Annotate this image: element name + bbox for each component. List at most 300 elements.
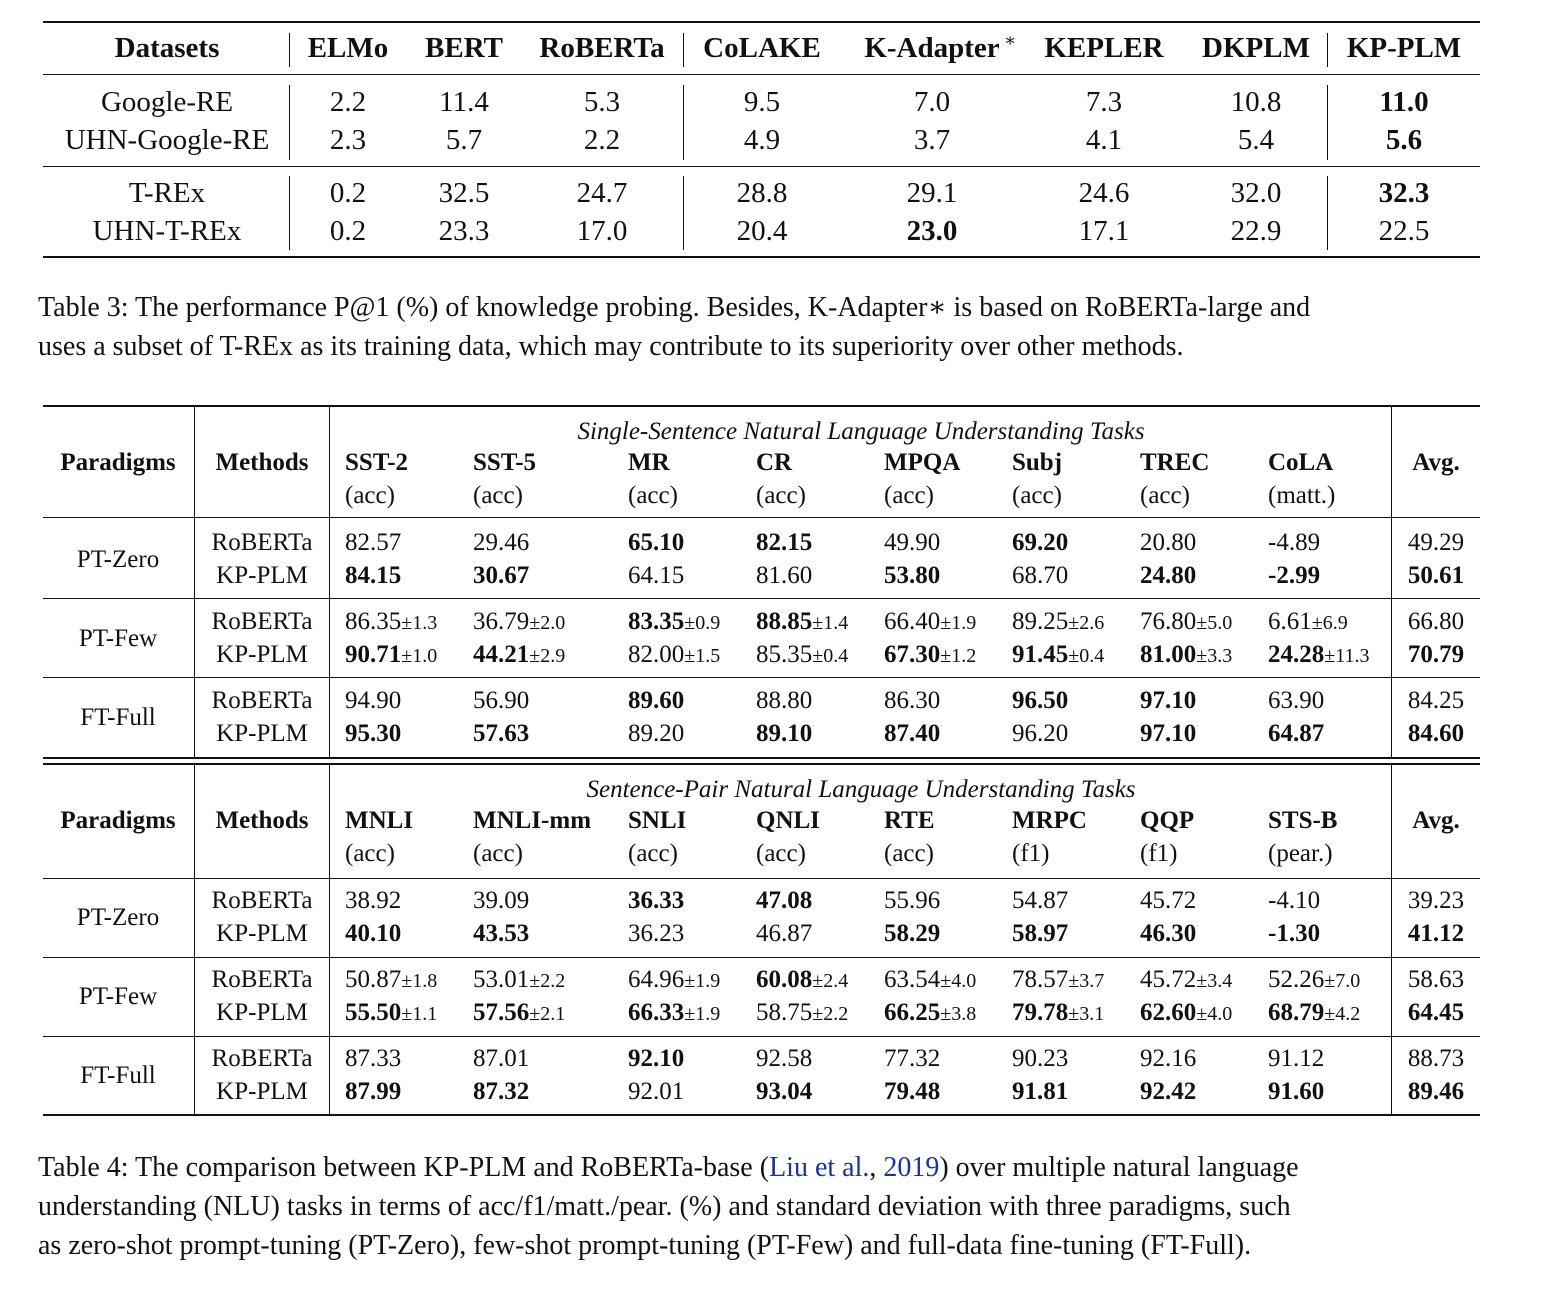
table3-header-6: KEPLER — [1044, 32, 1164, 64]
score-value: 88.85 — [756, 608, 813, 635]
score-cell — [345, 721, 401, 746]
score-value: 66.33 — [628, 999, 685, 1026]
caption-text: Table 4: The comparison between KP-PLM and RoBERTa-base ( — [38, 1152, 770, 1183]
std-dev: ±1.3 — [401, 612, 438, 634]
table4-caption — [38, 1148, 1490, 1265]
table3-caption-line: Table 3: The performance P@1 (%) of knowledge probing. Besides, K-Adapter∗ is based on RoBERTa-large and — [38, 292, 1311, 323]
method-label: RoBERTa — [211, 1045, 313, 1072]
table3-vline — [683, 33, 684, 67]
score-cell — [1140, 721, 1196, 746]
table3-value: 5.4 — [1237, 124, 1275, 156]
score-value: 87.01 — [473, 1045, 530, 1072]
score-cell — [473, 888, 529, 913]
std-dev: ±2.1 — [529, 1003, 566, 1025]
score-cell — [473, 530, 529, 555]
method-label: KP-PLM — [216, 562, 308, 589]
methods-header: Methods — [215, 807, 309, 834]
score-value: 69.20 — [1012, 529, 1069, 556]
score-value: 87.32 — [473, 1078, 530, 1105]
std-dev: ±1.4 — [812, 612, 849, 634]
metric-label: (acc) — [345, 840, 395, 867]
task-header: MPQA — [884, 449, 961, 476]
std-dev: ±3.3 — [1196, 645, 1233, 667]
metric-label: (f1) — [1012, 840, 1050, 867]
score-value: 36.23 — [628, 920, 685, 947]
score-value: 96.50 — [1012, 687, 1069, 714]
score-value: 62.60 — [1140, 999, 1197, 1026]
task-header: QQP — [1140, 807, 1195, 834]
table4-rule — [43, 517, 1480, 518]
score-value: 87.99 — [345, 1078, 402, 1105]
table4-vline — [329, 407, 330, 757]
score-cell — [1268, 642, 1369, 667]
score-cell — [756, 921, 812, 946]
score-cell — [1140, 642, 1232, 667]
score-value: 97.10 — [1140, 687, 1197, 714]
score-cell — [628, 1079, 684, 1104]
score-value: 36.79 — [473, 608, 530, 635]
score-cell — [628, 1046, 684, 1071]
score-value: 55.50 — [345, 999, 402, 1026]
score-cell — [628, 967, 720, 992]
score-value: 85.35 — [756, 641, 813, 668]
metric-label: (acc) — [473, 840, 523, 867]
score-value: 89.10 — [756, 720, 813, 747]
score-cell — [628, 1000, 720, 1025]
score-cell — [628, 888, 684, 913]
score-value: 89.60 — [628, 687, 685, 714]
dataset-name: UHN-Google-RE — [64, 124, 270, 156]
table3-value: 22.9 — [1230, 215, 1282, 247]
std-dev: ±3.1 — [1068, 1003, 1105, 1025]
table3-header-rule — [43, 74, 1480, 75]
score-cell — [884, 888, 940, 913]
std-dev: ±0.4 — [812, 645, 849, 667]
score-value: 46.87 — [756, 920, 813, 947]
score-cell — [345, 642, 437, 667]
score-value: 84.15 — [345, 562, 402, 589]
score-cell — [756, 1046, 812, 1071]
score-value: 65.10 — [628, 529, 685, 556]
citation-link-author[interactable]: Liu et al. — [769, 1152, 870, 1183]
score-value: 44.21 — [473, 641, 530, 668]
std-dev: ±3.4 — [1196, 970, 1233, 992]
score-value: 89.20 — [628, 720, 685, 747]
avg-value: 64.45 — [1407, 999, 1465, 1026]
score-cell — [1012, 1000, 1104, 1025]
score-cell — [884, 1046, 940, 1071]
score-value: -2.99 — [1268, 562, 1321, 589]
asterisk-mark: ∗ — [1004, 30, 1017, 50]
score-value: 58.29 — [884, 920, 941, 947]
score-cell — [1268, 609, 1348, 634]
score-value: 53.80 — [884, 562, 941, 589]
score-cell — [473, 642, 565, 667]
score-value: 38.92 — [345, 887, 402, 914]
score-value: 47.08 — [756, 887, 813, 914]
score-cell — [473, 1000, 565, 1025]
score-cell — [1012, 967, 1104, 992]
score-cell — [345, 921, 401, 946]
score-cell — [1268, 530, 1320, 555]
table4-vline — [194, 765, 195, 1114]
metric-label: (acc) — [756, 482, 806, 509]
task-header: QNLI — [756, 807, 820, 834]
task-header: MRPC — [1012, 807, 1087, 834]
score-value: 36.33 — [628, 887, 685, 914]
score-value: 30.67 — [473, 562, 530, 589]
table3-header-1: ELMo — [307, 32, 389, 64]
score-cell — [1012, 609, 1104, 634]
score-cell — [756, 688, 812, 713]
avg-value: 89.46 — [1407, 1078, 1465, 1105]
method-label: KP-PLM — [216, 720, 308, 747]
score-cell — [1140, 1046, 1196, 1071]
table4-caption-line-1 — [38, 1148, 1490, 1187]
score-cell — [1012, 1079, 1068, 1104]
score-value: 40.10 — [345, 920, 402, 947]
score-cell — [345, 1046, 401, 1071]
score-value: 20.80 — [1140, 529, 1197, 556]
score-value: 6.61 — [1268, 608, 1312, 635]
score-value: 86.35 — [345, 608, 402, 635]
table3-caption — [38, 288, 1490, 366]
score-cell — [756, 888, 812, 913]
std-dev: ±1.9 — [684, 1003, 721, 1025]
metric-label: (pear.) — [1268, 840, 1333, 867]
score-value: 82.57 — [345, 529, 402, 556]
std-dev: ±2.2 — [812, 1003, 849, 1025]
score-cell — [473, 609, 565, 634]
table3-value: 17.0 — [576, 215, 628, 247]
score-value: 92.01 — [628, 1078, 685, 1105]
score-value: 55.96 — [884, 887, 941, 914]
paradigms-header: Paradigms — [60, 807, 176, 834]
score-value: 53.01 — [473, 966, 530, 993]
method-label: KP-PLM — [216, 920, 308, 947]
table3-value: 23.3 — [438, 215, 490, 247]
method-label: RoBERTa — [211, 529, 313, 556]
metric-label: (acc) — [756, 840, 806, 867]
task-header: SST-5 — [473, 449, 537, 476]
score-cell — [345, 888, 401, 913]
table3-value: 5.7 — [445, 124, 483, 156]
score-cell — [1012, 921, 1068, 946]
score-cell — [345, 1000, 437, 1025]
table3-value: 11.4 — [439, 86, 489, 118]
table3-value: 32.5 — [438, 177, 490, 209]
score-cell — [473, 563, 529, 588]
score-value: 58.97 — [1012, 920, 1069, 947]
task-header: MNLI-mm — [473, 807, 592, 834]
table3-value: 23.0 — [906, 215, 958, 247]
table3-header-2: BERT — [425, 32, 503, 64]
table3-value: 10.8 — [1230, 86, 1282, 118]
table3-value: 0.2 — [329, 215, 367, 247]
score-cell — [1268, 1000, 1360, 1025]
score-cell — [1140, 1079, 1196, 1104]
table3-value: 5.3 — [583, 86, 621, 118]
task-header: STS-B — [1268, 807, 1338, 834]
score-cell — [884, 642, 976, 667]
score-value: 67.30 — [884, 641, 941, 668]
score-cell — [756, 530, 812, 555]
score-cell — [1012, 688, 1068, 713]
metric-label: (acc) — [345, 482, 395, 509]
score-value: 92.10 — [628, 1045, 685, 1072]
score-value: 64.87 — [1268, 720, 1325, 747]
score-cell — [1268, 967, 1360, 992]
std-dev: ±3.8 — [940, 1003, 977, 1025]
method-label: RoBERTa — [211, 887, 313, 914]
table4-vline — [329, 765, 330, 1114]
table3-value: 17.1 — [1078, 215, 1130, 247]
method-label: RoBERTa — [211, 687, 313, 714]
table4-caption-line-3: as zero-shot prompt-tuning (PT-Zero), few-shot prompt-tuning (PT-Few) and full-data fine-tuning (FT-Full). — [38, 1230, 1252, 1261]
score-value: 79.48 — [884, 1078, 941, 1105]
score-cell — [1012, 642, 1104, 667]
score-cell — [473, 1046, 529, 1071]
table4-vline — [1391, 407, 1392, 757]
table3-value: 0.2 — [329, 177, 367, 209]
score-value: 82.00 — [628, 641, 685, 668]
score-value: 57.63 — [473, 720, 530, 747]
section-title: Single-Sentence Natural Language Understanding Tasks — [577, 418, 1145, 445]
score-cell — [473, 967, 565, 992]
table3-header-4: CoLAKE — [703, 32, 821, 64]
score-value: -1.30 — [1268, 920, 1321, 947]
score-cell — [1012, 888, 1068, 913]
citation-link-year[interactable]: 2019 — [883, 1152, 940, 1183]
table3-vline — [289, 33, 290, 67]
score-cell — [345, 609, 437, 634]
score-value: 29.46 — [473, 529, 530, 556]
avg-value: 70.79 — [1407, 641, 1465, 668]
score-cell — [1012, 563, 1068, 588]
table3-value: 32.0 — [1230, 177, 1282, 209]
avg-header: Avg. — [1412, 807, 1460, 834]
score-cell — [756, 721, 812, 746]
std-dev: ±0.4 — [1068, 645, 1105, 667]
std-dev: ±6.9 — [1311, 612, 1348, 634]
score-cell — [1140, 967, 1232, 992]
paradigm-label: PT-Few — [78, 625, 158, 652]
table4-rule — [43, 1036, 1480, 1037]
score-value: 52.26 — [1268, 966, 1325, 993]
score-value: 66.25 — [884, 999, 941, 1026]
score-value: 92.42 — [1140, 1078, 1197, 1105]
avg-value: 84.25 — [1407, 687, 1465, 714]
table3-value: 2.2 — [583, 124, 621, 156]
table3-vline — [683, 176, 684, 250]
score-value: 54.87 — [1012, 887, 1069, 914]
score-value: 93.04 — [756, 1078, 813, 1105]
std-dev: ±1.2 — [940, 645, 977, 667]
paradigms-header: Paradigms — [60, 449, 176, 476]
metric-label: (acc) — [628, 482, 678, 509]
table4-caption-line-2: understanding (NLU) tasks in terms of acc/f1/matt./pear. (%) and standard deviation with three paradigms, such — [38, 1191, 1291, 1222]
score-cell — [884, 921, 940, 946]
task-header: MR — [628, 449, 670, 476]
score-cell — [1140, 1000, 1232, 1025]
score-cell — [1268, 563, 1320, 588]
score-value: 91.12 — [1268, 1045, 1325, 1072]
method-label: KP-PLM — [216, 999, 308, 1026]
table3-value: 24.7 — [576, 177, 628, 209]
std-dev: ±1.9 — [940, 612, 977, 634]
task-header: SST-2 — [345, 449, 409, 476]
std-dev: ±1.9 — [684, 970, 721, 992]
table3-value: 11.0 — [1379, 86, 1429, 118]
avg-value: 50.61 — [1407, 562, 1465, 589]
table3-value: 2.2 — [329, 86, 367, 118]
table3-value: 20.4 — [736, 215, 788, 247]
score-value: 91.60 — [1268, 1078, 1325, 1105]
table3-header-3: RoBERTa — [539, 32, 665, 64]
score-cell — [628, 563, 684, 588]
score-cell — [1140, 609, 1232, 634]
score-cell — [884, 967, 976, 992]
score-value: 78.57 — [1012, 966, 1069, 993]
std-dev: ±2.9 — [529, 645, 566, 667]
method-label: RoBERTa — [211, 966, 313, 993]
score-value: 64.15 — [628, 562, 685, 589]
score-cell — [345, 1079, 401, 1104]
std-dev: ±1.1 — [401, 1003, 438, 1025]
score-value: 89.25 — [1012, 608, 1069, 635]
task-header: Subj — [1012, 449, 1063, 476]
score-cell — [628, 609, 720, 634]
std-dev: ±11.3 — [1324, 645, 1370, 667]
table3-header-7: DKPLM — [1202, 32, 1310, 64]
table3-value: 29.1 — [906, 177, 958, 209]
std-dev: ±0.9 — [684, 612, 721, 634]
score-value: -4.10 — [1268, 887, 1321, 914]
avg-value: 84.60 — [1407, 720, 1465, 747]
metric-label: (acc) — [1012, 482, 1062, 509]
table3-vline — [1327, 85, 1328, 160]
methods-header: Methods — [215, 449, 309, 476]
metric-label: (acc) — [1140, 482, 1190, 509]
std-dev: ±2.6 — [1068, 612, 1105, 634]
avg-value: 41.12 — [1407, 920, 1465, 947]
score-value: 66.40 — [884, 608, 941, 635]
score-value: 39.09 — [473, 887, 530, 914]
table3-value: 32.3 — [1378, 177, 1430, 209]
task-header: SNLI — [628, 807, 687, 834]
table3-value: 7.0 — [913, 86, 951, 118]
table3-vline — [1327, 33, 1328, 67]
score-value: 46.30 — [1140, 920, 1197, 947]
score-cell — [1140, 888, 1196, 913]
std-dev: ±4.0 — [1196, 1003, 1233, 1025]
score-value: 49.90 — [884, 529, 941, 556]
score-value: -4.89 — [1268, 529, 1321, 556]
std-dev: ±1.0 — [401, 645, 438, 667]
score-cell — [884, 688, 940, 713]
score-cell — [884, 1000, 976, 1025]
table3-value: 4.1 — [1085, 124, 1123, 156]
score-value: 64.96 — [628, 966, 685, 993]
score-value: 83.35 — [628, 608, 685, 635]
table3-value: 5.6 — [1385, 124, 1423, 156]
score-cell — [756, 1079, 812, 1104]
score-cell — [1268, 721, 1324, 746]
score-value: 88.80 — [756, 687, 813, 714]
table3-value: 28.8 — [736, 177, 788, 209]
score-cell — [1140, 563, 1196, 588]
std-dev: ±1.5 — [684, 645, 721, 667]
score-cell — [628, 688, 684, 713]
table4-rule — [43, 957, 1480, 958]
score-value: 90.71 — [345, 641, 402, 668]
score-cell — [1140, 688, 1196, 713]
score-cell — [756, 967, 848, 992]
dataset-name: UHN-T-REx — [92, 215, 242, 247]
score-value: 24.80 — [1140, 562, 1197, 589]
score-cell — [345, 563, 401, 588]
score-cell — [473, 1079, 529, 1104]
avg-value: 58.63 — [1407, 966, 1465, 993]
score-cell — [345, 688, 401, 713]
score-cell — [1268, 1046, 1324, 1071]
score-value: 57.56 — [473, 999, 530, 1026]
paradigm-label: PT-Few — [78, 983, 158, 1010]
paradigm-label: FT-Full — [80, 1062, 156, 1089]
metric-label: (acc) — [884, 840, 934, 867]
score-value: 95.30 — [345, 720, 402, 747]
metric-label: (matt.) — [1268, 482, 1336, 509]
score-cell — [884, 609, 976, 634]
table4-double-rule-top — [43, 757, 1480, 759]
table3-value: 7.3 — [1085, 86, 1123, 118]
score-value: 79.78 — [1012, 999, 1069, 1026]
score-value: 94.90 — [345, 687, 402, 714]
score-value: 91.81 — [1012, 1078, 1069, 1105]
score-value: 96.20 — [1012, 720, 1069, 747]
score-value: 68.79 — [1268, 999, 1325, 1026]
caption-text: , — [869, 1152, 884, 1183]
score-value: 87.33 — [345, 1045, 402, 1072]
table3-header-0: Datasets — [114, 32, 220, 64]
table3-vline — [289, 176, 290, 250]
table4-double-rule-bottom — [43, 763, 1480, 765]
table3-value: 22.5 — [1378, 215, 1430, 247]
std-dev: ±4.2 — [1324, 1003, 1361, 1025]
dataset-name: Google-RE — [100, 86, 234, 118]
table4-rule — [43, 878, 1480, 879]
score-value: 45.72 — [1140, 966, 1197, 993]
score-value: 76.80 — [1140, 608, 1197, 635]
score-cell — [1012, 721, 1068, 746]
score-value: 56.90 — [473, 687, 530, 714]
table3-header-5: K-Adapter — [864, 32, 1000, 64]
table3-mid-rule — [43, 166, 1480, 167]
table4-top-rule — [43, 405, 1480, 407]
task-header: TREC — [1140, 449, 1210, 476]
avg-value: 66.80 — [1407, 608, 1465, 635]
paradigm-label: FT-Full — [80, 704, 156, 731]
score-value: 81.60 — [756, 562, 813, 589]
score-value: 97.10 — [1140, 720, 1197, 747]
score-cell — [756, 642, 848, 667]
score-cell — [1012, 1046, 1068, 1071]
score-cell — [1140, 921, 1196, 946]
score-cell — [1012, 530, 1068, 555]
score-cell — [628, 721, 684, 746]
method-label: KP-PLM — [216, 1078, 308, 1105]
table3-value: 9.5 — [743, 86, 781, 118]
